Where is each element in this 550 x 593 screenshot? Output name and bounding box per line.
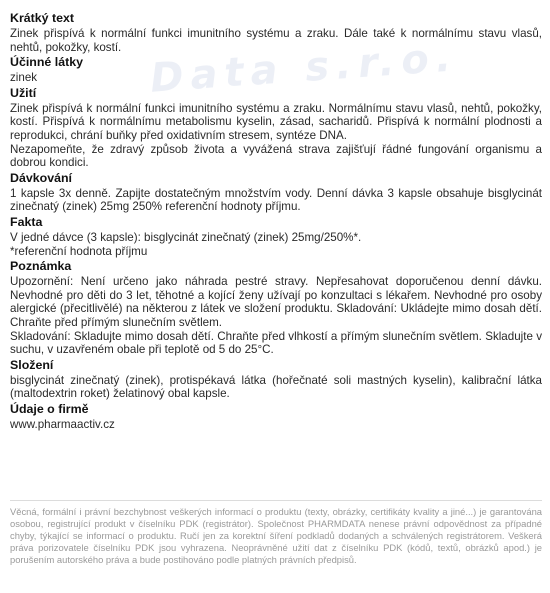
section-title: Údaje o firmě — [10, 401, 89, 416]
section-text: *referenční hodnota příjmu — [10, 244, 148, 258]
section-poznamka — [10, 258, 542, 357]
section-uziti — [10, 85, 542, 170]
section-text: Upozornění: Není určeno jako náhrada pestré stravy. Nepřesahovat doporučenou denní dávku. Nevhodné pro děti do 3 let, těhotné a kojící ženy užívají po konzultaci s lékařem. Nevhodné pro osoby alergické (přecitlivělé) na některou z látek ve složení produktu. Skladování: Ukládejte mimo dosah dětí. Chraňte před přímým slunečním světlem. — [10, 275, 542, 329]
section-title: Krátký text — [10, 11, 75, 25]
section-text: Skladování: Skladujte mimo dosah dětí. Chraňte před vlhkostí a přímým slunečním světlem. Skladujte v suchu, v uzavřeném obale při teplotě od 5 do 25°C. — [10, 329, 542, 357]
section-text: Nezapomeňte, že zdravý způsob života a vyvážená strava zajišťují řádné fungování organismu a dobrou kondici. — [10, 142, 542, 170]
section-text: bisglycinát zinečnatý (zinek), protispékavá látka (hořečnaté soli mastných kyselin), kalibrační látka (maltodextrin roket) želatinový obal kapsle. — [10, 373, 542, 401]
section-kratky-text — [10, 10, 542, 54]
section-title: Dávkování — [10, 170, 72, 185]
section-davkovani — [10, 170, 542, 214]
section-title: Poznámka — [10, 259, 72, 274]
section-text: zinek — [10, 71, 38, 85]
section-text: Zinek přispívá k normální funkci imunitního systému a zraku. Dále také k normálnímu stavu vlasů, nehtů, pokožky, kostí. — [10, 27, 542, 54]
section-fakta — [10, 214, 542, 258]
section-title: Účinné látky — [10, 55, 83, 70]
section-slozeni — [10, 357, 542, 401]
section-text: 1 kapsle 3x denně. Zapijte dostatečným množstvím vody. Denní dávka 3 kapsle obsahuje bisglycinát zinečnatý (zinek) 25mg 250% referenční hodnoty příjmu. — [10, 186, 542, 214]
product-info — [10, 10, 542, 431]
watermark: Data s.r.o. — [148, 34, 460, 102]
section-title: Složení — [10, 357, 54, 372]
section-text: V jedné dávce (3 kapsle): bisglycinát zinečnatý (zinek) 25mg/250%*. — [10, 230, 362, 244]
section-title: Fakta — [10, 214, 43, 229]
divider — [10, 500, 542, 501]
section-ucinne-latky — [10, 54, 542, 85]
section-title: Užití — [10, 85, 37, 100]
disclaimer: Věcná, formální i právní bezchybnost veškerých informací o produktu (texty, obrázky, certifikáty kvality a jiné...) je garantována osobou, registrující produkt v číselníku PDK (registrátor). Společnost PHARMDATA nenese právní odpovědnost za případné chyby, týkající se informací o produktu. Ručí jen za korektní šíření podkladů dodaných a schválených registrátorem. Veškerá práva porizovatele číselníku PDK jsou vyhrazena. Neoprávněné užití dat z číselníku PDK (kódů, textů, obrázků apod.) je porušením autorského práva a bude postihováno podle platných právních předpisů. — [10, 506, 542, 565]
section-udaje-o-firme — [10, 401, 542, 432]
section-text: Zinek přispívá k normální funkci imunitního systému a zraku. Normálnímu stavu vlasů, nehtů, pokožky, kostí. Přispívá k normálnímu metabolismu kyselin, zásad, sacharidů. Přispívá k normální plodnosti a reprodukci, chrání buňky před oxidativním stresem, syntéze DNA. — [10, 101, 542, 142]
company-website: www.pharmaactiv.cz — [10, 417, 115, 431]
